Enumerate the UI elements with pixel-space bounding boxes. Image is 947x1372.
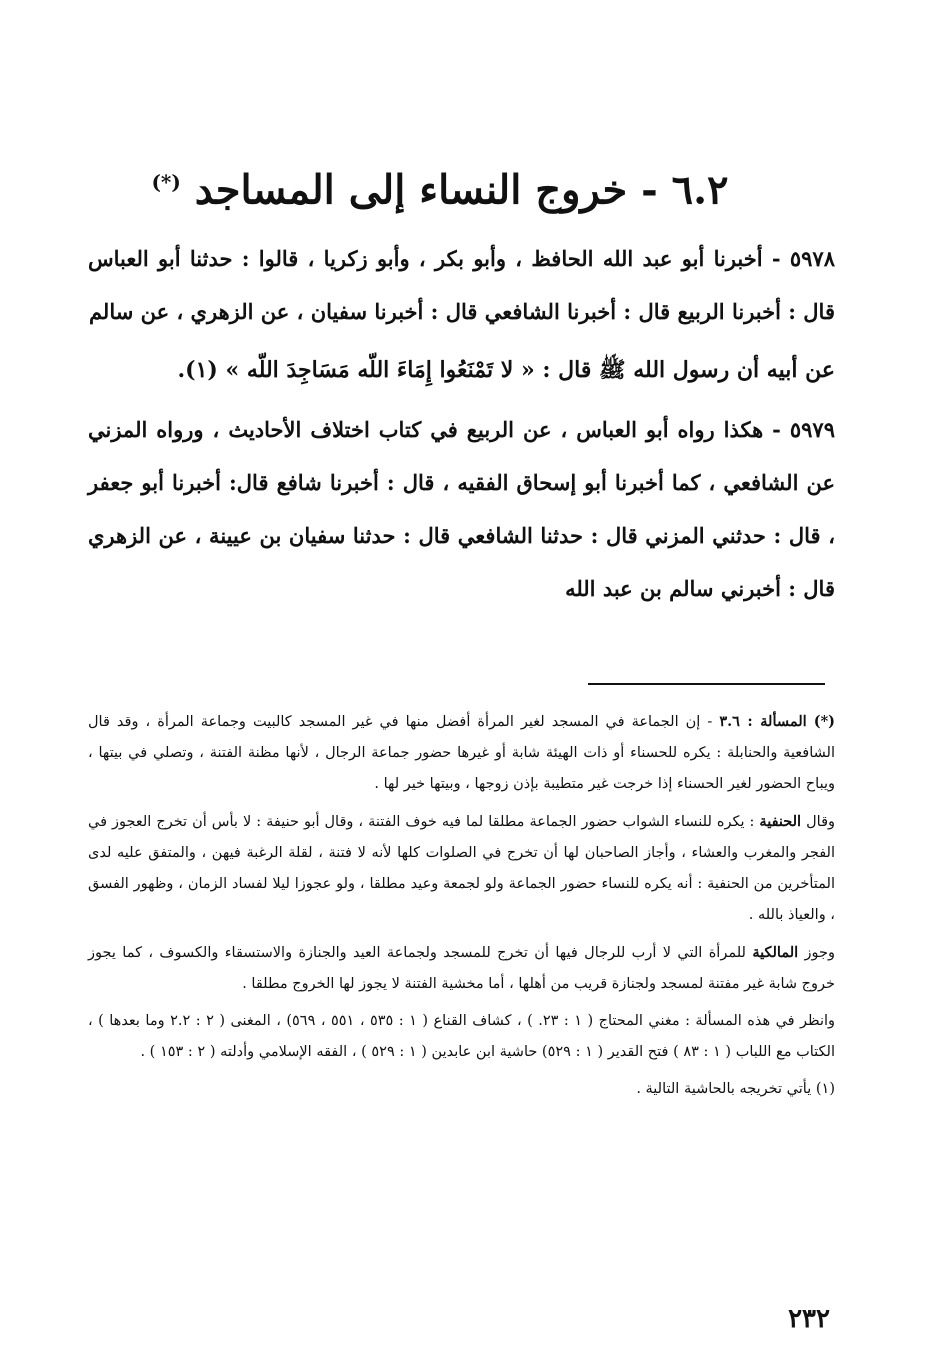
footnote-hanafi	[88, 806, 835, 931]
main-text	[88, 232, 835, 615]
chapter-footnote-marker: (*)	[151, 170, 181, 194]
page-number: ٢٣٢	[788, 1304, 830, 1334]
footnote-1: (١) يأتي تخريجه بالحاشية التالية .	[636, 1081, 835, 1097]
footnote-maliki-label: المالكية	[752, 944, 799, 961]
footnote-star	[88, 706, 835, 800]
footnote-star-marker: (*)	[813, 713, 836, 730]
footnote-star-text: - إن الجماعة في المسجد لغير المرأة أفضل منها في غير المسجد كالبيت وجماعة المرأة ، وقد قال الشافعية والحنابلة : يكره للحسناء أو ذات الهيئة شابة أو غيرها حضور جماعة الرجال ، لأنها مظنة الفتنة ، وتصلي في بيتها ، ويباح الحضور لغير الحسناء إذا خرجت غير متطيبة بإذن زوجها ، وبيتها خير لها .	[88, 714, 835, 792]
footnote-maliki-pre: وجوز	[804, 945, 836, 961]
chapter-title	[150, 152, 730, 220]
hadith-5979: ٥٩٧٩ - هكذا رواه أبو العباس ، عن الربيع في كتاب اختلاف الأحاديث ، ورواه المزني عن الشافعي ، كما أخبرنا أبو إسحاق الفقيه ، قال : أخبرنا شافع قال: أخبرنا أبو جعفر ، قال : حدثني المزني قال : حدثنا الشافعي قال : حدثنا سفيان بن عيينة ، عن الزهري قال : أخبرني سالم بن عبد الله	[88, 417, 835, 601]
footnote-references: وانظر في هذه المسألة : مغني المحتاج ( ١ : ٢٣. ) ، كشاف القناع ( ١ : ٥٣٥ ، ٥٥١ ، ٥٦٩) ، المغنى ( ٢ : ٢.٢ وما بعدها ) ، الكتاب مع اللباب ( ١ : ٨٣ ) فتح القدير ( ١ : ٥٢٩) حاشية ابن عابدين ( ١ : ٥٢٩ ) ، الفقه الإسلامي وأدلته ( ٢ : ١٥٣ ) .	[88, 1013, 836, 1060]
footnote-maliki-text: للمرأة التي لا أرب للرجال فيها أن تخرج للمسجد ولجماعة العيد والجنازة والاستسقاء والكسوف ، كما يجوز خروج شابة غير مفتنة لمسجد ولجنازة قريب من أهلها ، أما مخشية الفتنة لا يجوز لها الخروج مطلقا .	[88, 945, 835, 992]
footnote-hanafi-text: : يكره للنساء الشواب حضور الجماعة مطلقا لما فيه خوف الفتنة ، وقال أبو حنيفة : لا بأس أن تخرج العجوز في الفجر والمغرب والعشاء ، وأجاز الصاحبان لها أن تخرج في الصلوات كلها لأنه لا فتنة ، لقلة الرغبة فيهن ، والمتفق عليه لدى المتأخرين من الحنفية : أنه يكره للنساء حضور الجماعة ولو لجمعة وعيد مطلقا ، ولو عجوزا ليلا لفساد الزمان ، وظهور الفسق ، والعياذ بالله .	[88, 814, 835, 923]
footnote-star-label: المسألة : ٣.٦	[719, 713, 807, 730]
footnote-hanafi-pre: وقال	[806, 814, 835, 830]
hadith-5978-text	[88, 344, 835, 397]
hadith-5978-chain: ٥٩٧٨ - أخبرنا أبو عبد الله الحافظ ، وأبو بكر ، وأبو زكريا ، قالوا : حدثنا أبو العباس قال : أخبرنا الربيع قال : أخبرنا الشافعي قال : أخبرنا سفيان ، عن الزهري ، عن سالم	[88, 246, 835, 324]
footnote-maliki	[88, 937, 835, 1000]
chapter-title-text: ٦.٢ - خروج النساء إلى المساجد	[194, 166, 729, 214]
footnote-hanafi-label: الحنفية	[759, 813, 802, 830]
footnotes	[88, 706, 835, 1111]
footnote-ref-1: (١).	[177, 357, 218, 383]
hadith-5978-matn: عن أبيه أن رسول الله ﷺ قال : « لا تَمْنَعُوا إِمَاءَ اللّه مَسَاجِدَ اللّه »	[225, 357, 835, 383]
footnote-separator	[588, 683, 825, 685]
